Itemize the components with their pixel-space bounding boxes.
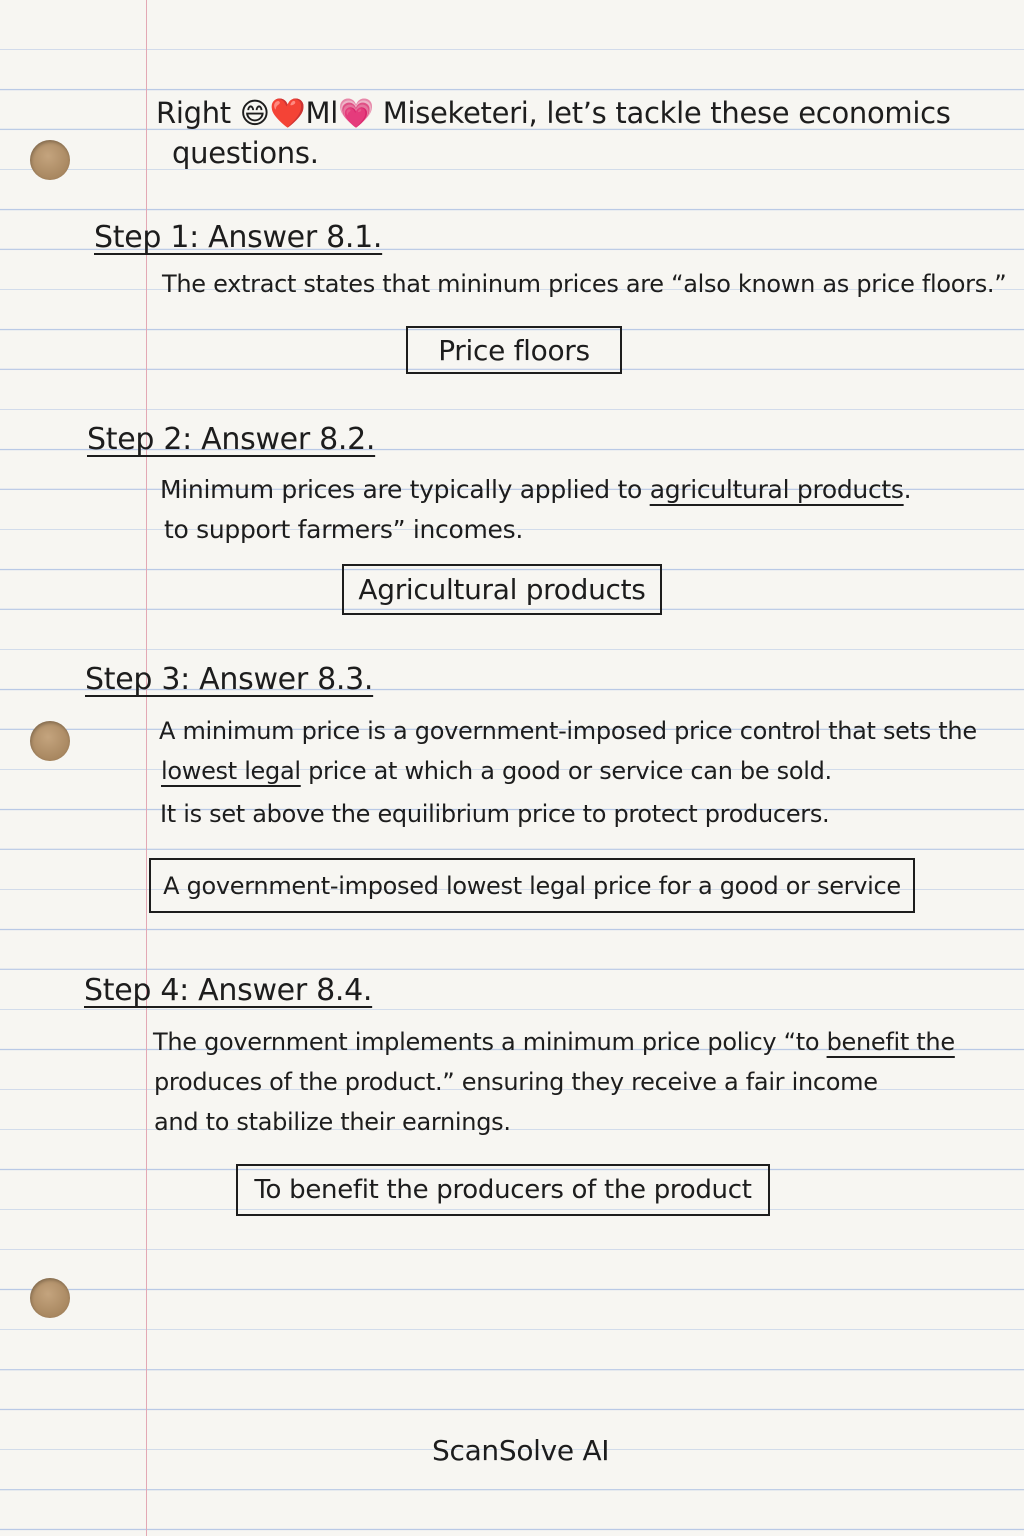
step-3-text-line-3: It is set above the equilibrium price to protect producers. bbox=[160, 800, 830, 828]
step-4-underlined-phrase: benefit the bbox=[826, 1028, 955, 1056]
step-3-answer-box: A government-imposed lowest legal price for a good or service bbox=[149, 858, 915, 913]
intro-line-2: questions. bbox=[172, 136, 319, 170]
step-2-text-line-2: to support farmers” incomes. bbox=[164, 515, 524, 544]
punch-hole-middle bbox=[30, 721, 70, 761]
step-1-answer-box: Price floors bbox=[406, 326, 622, 374]
step-3-heading: Step 3: Answer 8.3. bbox=[85, 662, 374, 697]
punch-hole-top bbox=[30, 140, 70, 180]
footer-brand: ScanSolve AI bbox=[432, 1434, 610, 1467]
step-4-answer-box: To benefit the producers of the product bbox=[236, 1164, 770, 1216]
step-4-text-line-2: produces of the product.” ensuring they receive a fair income bbox=[154, 1068, 878, 1096]
step-2-answer-box: Agricultural products bbox=[342, 564, 662, 615]
step-4-text-line-1: The government implements a minimum price policy “to benefit the bbox=[153, 1028, 955, 1056]
step-3-underlined-phrase: lowest legal bbox=[161, 757, 301, 785]
step-4-text-line-3: and to stabilize their earnings. bbox=[154, 1108, 511, 1136]
step-2-text-line-1: Minimum prices are typically applied to agricultural products. bbox=[160, 475, 912, 504]
intro-line-1: Right 😄❤️Ml💗 Miseketeri, let’s tackle these economics bbox=[156, 96, 951, 130]
step-2-underlined-phrase: agricultural products bbox=[649, 475, 904, 504]
step-1-heading: Step 1: Answer 8.1. bbox=[94, 220, 383, 255]
step-1-text: The extract states that mininum prices are “also known as price floors.” bbox=[162, 270, 1007, 298]
punch-hole-bottom bbox=[30, 1278, 70, 1318]
step-3-text-line-1: A minimum price is a government-imposed price control that sets the bbox=[159, 717, 977, 745]
step-3-text-line-2: lowest legal price at which a good or service can be sold. bbox=[161, 757, 832, 785]
step-4-heading: Step 4: Answer 8.4. bbox=[84, 973, 373, 1008]
step-2-heading: Step 2: Answer 8.2. bbox=[87, 422, 376, 457]
